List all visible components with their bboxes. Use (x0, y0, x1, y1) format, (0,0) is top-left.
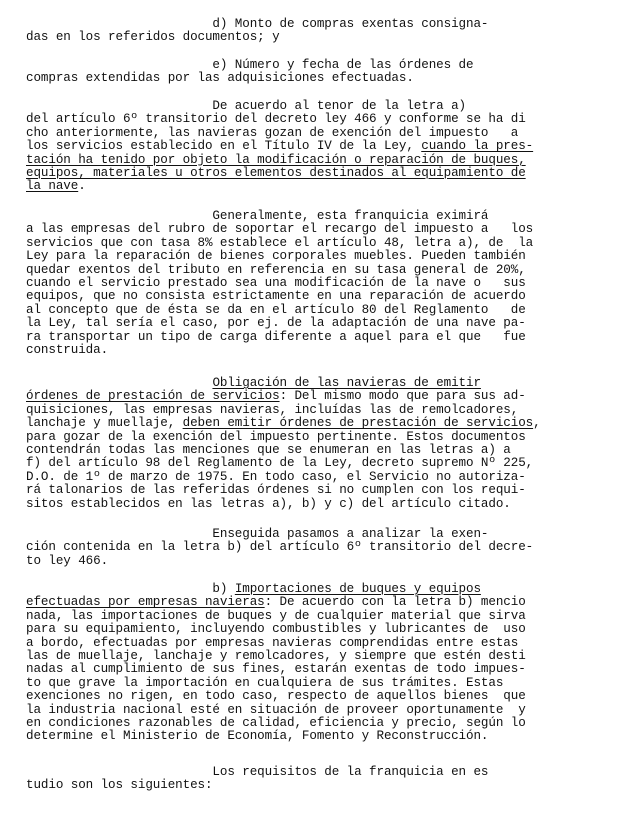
text-line: Los requisitos de la franquicia en es (26, 765, 489, 779)
underlined-text: equipos, materiales u otros elementos destinados al equipamiento de (26, 165, 526, 180)
text-line: a bordo, efectuadas por empresas navieras comprendidas entre estas (26, 635, 519, 650)
text-line: la industria nacional esté en situación de proveer oportunamente y (26, 702, 526, 717)
text-line (26, 390, 614, 403)
paragraph-requisitos-franquicia (26, 766, 614, 793)
text-segment (26, 376, 212, 390)
text-line: determine el Ministerio de Economía, Fomento y Reconstrucción. (26, 729, 489, 744)
text-line: ra transportar un tipo de carga diferente a aquel para el que fue (26, 329, 526, 344)
paragraph-d-monto-compras (26, 18, 614, 45)
underlined-text: Importaciones de buques y equipos (234, 582, 481, 596)
text-line: to que grave la importación en cualquiera de sus trámites. Estas (26, 675, 504, 690)
text-line (26, 596, 614, 609)
text-line: d) Monto de compras exentas consigna- (26, 17, 489, 31)
text-line: f) del artículo 98 del Reglamento de la Ley, decreto supremo Nº 225, (26, 456, 534, 471)
text-line: D.O. de 1º de marzo de 1975. En todo caso, el Servicio no autoriza- (26, 469, 526, 484)
text-line: nada, las importaciones de buques y de cualquier material que sirva (26, 608, 526, 623)
text-line: sitos establecidos en las letras a), b) y c) del artículo citado. (26, 496, 511, 511)
text-line (26, 583, 614, 596)
text-line: e) Número y fecha de las órdenes de (26, 58, 474, 72)
text-line: compras extendidas por las adquisiciones efectuadas. (26, 71, 414, 86)
text-segment: b) (26, 582, 235, 596)
text-segment: . (78, 179, 86, 194)
paragraph-letra-a-exencion (26, 100, 614, 194)
text-segment: : De acuerdo con la letra b) mencio (264, 595, 526, 610)
text-segment: lanchaje y muellaje, (26, 416, 183, 431)
text-line: exenciones no rigen, en todo caso, respecto de aquellos bienes que (26, 689, 526, 704)
text-line: a las empresas del rubro de soportar el recargo del impuesto a los (26, 222, 534, 237)
text-line: nadas al cumplimiento de sus fines, estarán exentas de todo impues- (26, 662, 526, 677)
text-segment: : Del mismo modo que para sus ad- (279, 389, 526, 404)
text-line: ción contenida en la letra b) del artículo 6º transitorio del decre- (26, 540, 534, 555)
text-line: Ley para la reparación de bienes corporales muebles. Pueden también (26, 249, 526, 264)
text-line: la Ley, tal sería el caso, por ej. de la adaptación de una nave pa- (26, 316, 526, 331)
underlined-text: tación ha tenido por objeto la modificación o reparación de buques, (26, 152, 526, 167)
text-line: del artículo 6º transitorio del decreto ley 466 y conforme se ha di (26, 112, 526, 127)
text-line: las de muellaje, lanchaje y remolcadores, y siempre que estén desti (26, 648, 526, 663)
paragraph-franquicia-eximira (26, 210, 614, 357)
underlined-text: efectuadas por empresas navieras (26, 595, 265, 610)
text-line: construida. (26, 342, 109, 357)
text-line: das en los referidos documentos; y (26, 30, 280, 45)
text-line: quisiciones, las empresas navieras, incluídas las de remolcadores, (26, 402, 519, 417)
text-line: rá talonarios de las referidas órdenes si no cumplen con los requi- (26, 483, 526, 498)
text-line: contendrán todas las menciones que se enumeran en las letras a) a (26, 442, 511, 457)
text-line: servicios que con tasa 8% establece el artículo 48, letra a), de la (26, 235, 534, 250)
text-line (26, 417, 614, 430)
text-line (26, 377, 614, 390)
paragraph-exencion-letra-b (26, 528, 614, 568)
underlined-text: cuando la pres- (421, 139, 534, 154)
underlined-text: la nave (26, 179, 79, 194)
text-line: quedar exentos del tributo en referencia en su tasa general de 20%, (26, 262, 526, 277)
paragraph-obligacion-navieras (26, 377, 614, 511)
text-line (26, 140, 614, 153)
paragraph-e-numero-ordenes (26, 59, 614, 86)
text-line: De acuerdo al tenor de la letra a) (26, 99, 466, 113)
text-line: al concepto que de ésta se da en el artículo 80 del Reglamento de (26, 302, 526, 317)
text-line: cho anteriormente, las navieras gozan de exención del impuesto a (26, 125, 519, 140)
text-line (26, 154, 614, 167)
text-line: para gozar de la exención del impuesto pertinente. Estos documentos (26, 429, 526, 444)
text-line: para su equipamiento, incluyendo combustibles y lubricantes de uso (26, 622, 526, 637)
text-line: Generalmente, esta franquicia eximirá (26, 209, 489, 223)
text-line: equipos, que no consista estrictamente en una reparación de acuerdo (26, 289, 526, 304)
underlined-text: Obligación de las navieras de emitir (212, 376, 481, 390)
text-line: to ley 466. (26, 553, 109, 568)
text-line: tudio son los siguientes: (26, 778, 213, 793)
text-line: Enseguida pasamos a analizar la exen- (26, 527, 489, 541)
underlined-text: órdenes de prestación de servicios (26, 389, 280, 404)
text-line: en condiciones razonables de calidad, eficiencia y precio, según lo (26, 715, 526, 730)
text-line: cuando el servicio prestado sea una modificación de la nave o sus (26, 275, 526, 290)
text-line (26, 180, 614, 193)
paragraph-importaciones-buques (26, 583, 614, 744)
underlined-text: deben emitir órdenes de prestación de servicios (182, 416, 534, 431)
text-segment: los servicios establecido en el Título IV de la Ley, (26, 139, 422, 154)
text-segment: , (533, 416, 541, 431)
text-line (26, 167, 614, 180)
